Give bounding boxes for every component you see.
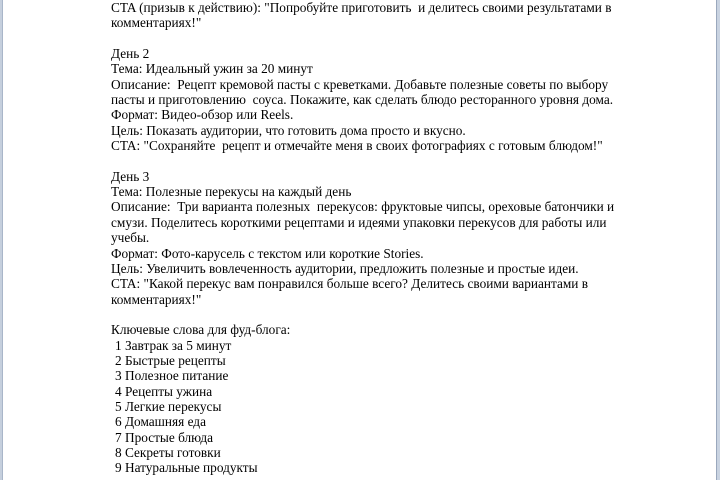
day3-section (111, 169, 616, 307)
day3-format: Формат: Фото-карусель с текстом или короткие Stories. (111, 245, 424, 261)
document-page[interactable] (111, 0, 616, 476)
day3-description: Описание: Три варианта полезных перекусов: фруктовые чипсы, ореховые батончики и смузи. Поделитесь короткими рецептами и идеями упаковки перекусов для работы или учебы. (111, 199, 618, 246)
day3-cta: CTA: "Какой перекус вам понравился больше всего? Делитесь своими вариантами в комментариях!" (111, 276, 592, 307)
keyword-item: 3 Полезное питание (115, 368, 229, 384)
day2-topic: Тема: Идеальный ужин за 20 минут (111, 61, 313, 77)
keyword-item: 2 Быстрые рецепты (115, 352, 226, 368)
page-border-left (0, 0, 3, 480)
keyword-item: 5 Легкие перекусы (115, 398, 222, 414)
blank-line (111, 307, 616, 322)
keywords-heading: Ключевые слова для фуд-блога: (111, 322, 291, 338)
blank-line (111, 31, 616, 46)
day2-description: Описание: Рецепт кремовой пасты с креветками. Добавьте полезные советы по выбору пасты и приготовлению соуса. Покажите, как сделать блюдо ресторанного уровня дома. (111, 76, 614, 108)
keyword-item: 8 Секреты готовки (115, 444, 221, 460)
keyword-item: 1 Завтрак за 5 минут (115, 337, 232, 353)
day2-goal: Цель: Показать аудитории, что готовить дома просто и вкусно. (111, 122, 466, 138)
page-border-right (716, 0, 720, 480)
day2-section (111, 46, 616, 153)
day2-heading: День 2 (111, 46, 150, 62)
day3-goal: Цель: Увеличить вовлеченность аудитории, предложить полезные и простые идеи. (111, 260, 579, 276)
day3-topic: Тема: Полезные перекусы на каждый день (111, 184, 352, 200)
keyword-item: 4 Рецепты ужина (115, 383, 213, 399)
keyword-item: 7 Простые блюда (115, 429, 214, 445)
keyword-item: 6 Домашняя еда (115, 414, 206, 430)
day3-heading: День 3 (111, 168, 150, 184)
day2-cta: CTA: "Сохраняйте рецепт и отмечайте меня в своих фотографиях с готовым блюдом!" (111, 138, 603, 154)
keywords-section (111, 322, 616, 475)
day1-cta: CTA (призыв к действию): "Попробуйте приготовить и делитесь своими результатами в комментариях!" (111, 0, 615, 31)
blank-line (111, 153, 616, 168)
keyword-item: 9 Натуральные продукты (115, 460, 258, 476)
day2-format: Формат: Видео-обзор или Reels. (111, 107, 294, 123)
